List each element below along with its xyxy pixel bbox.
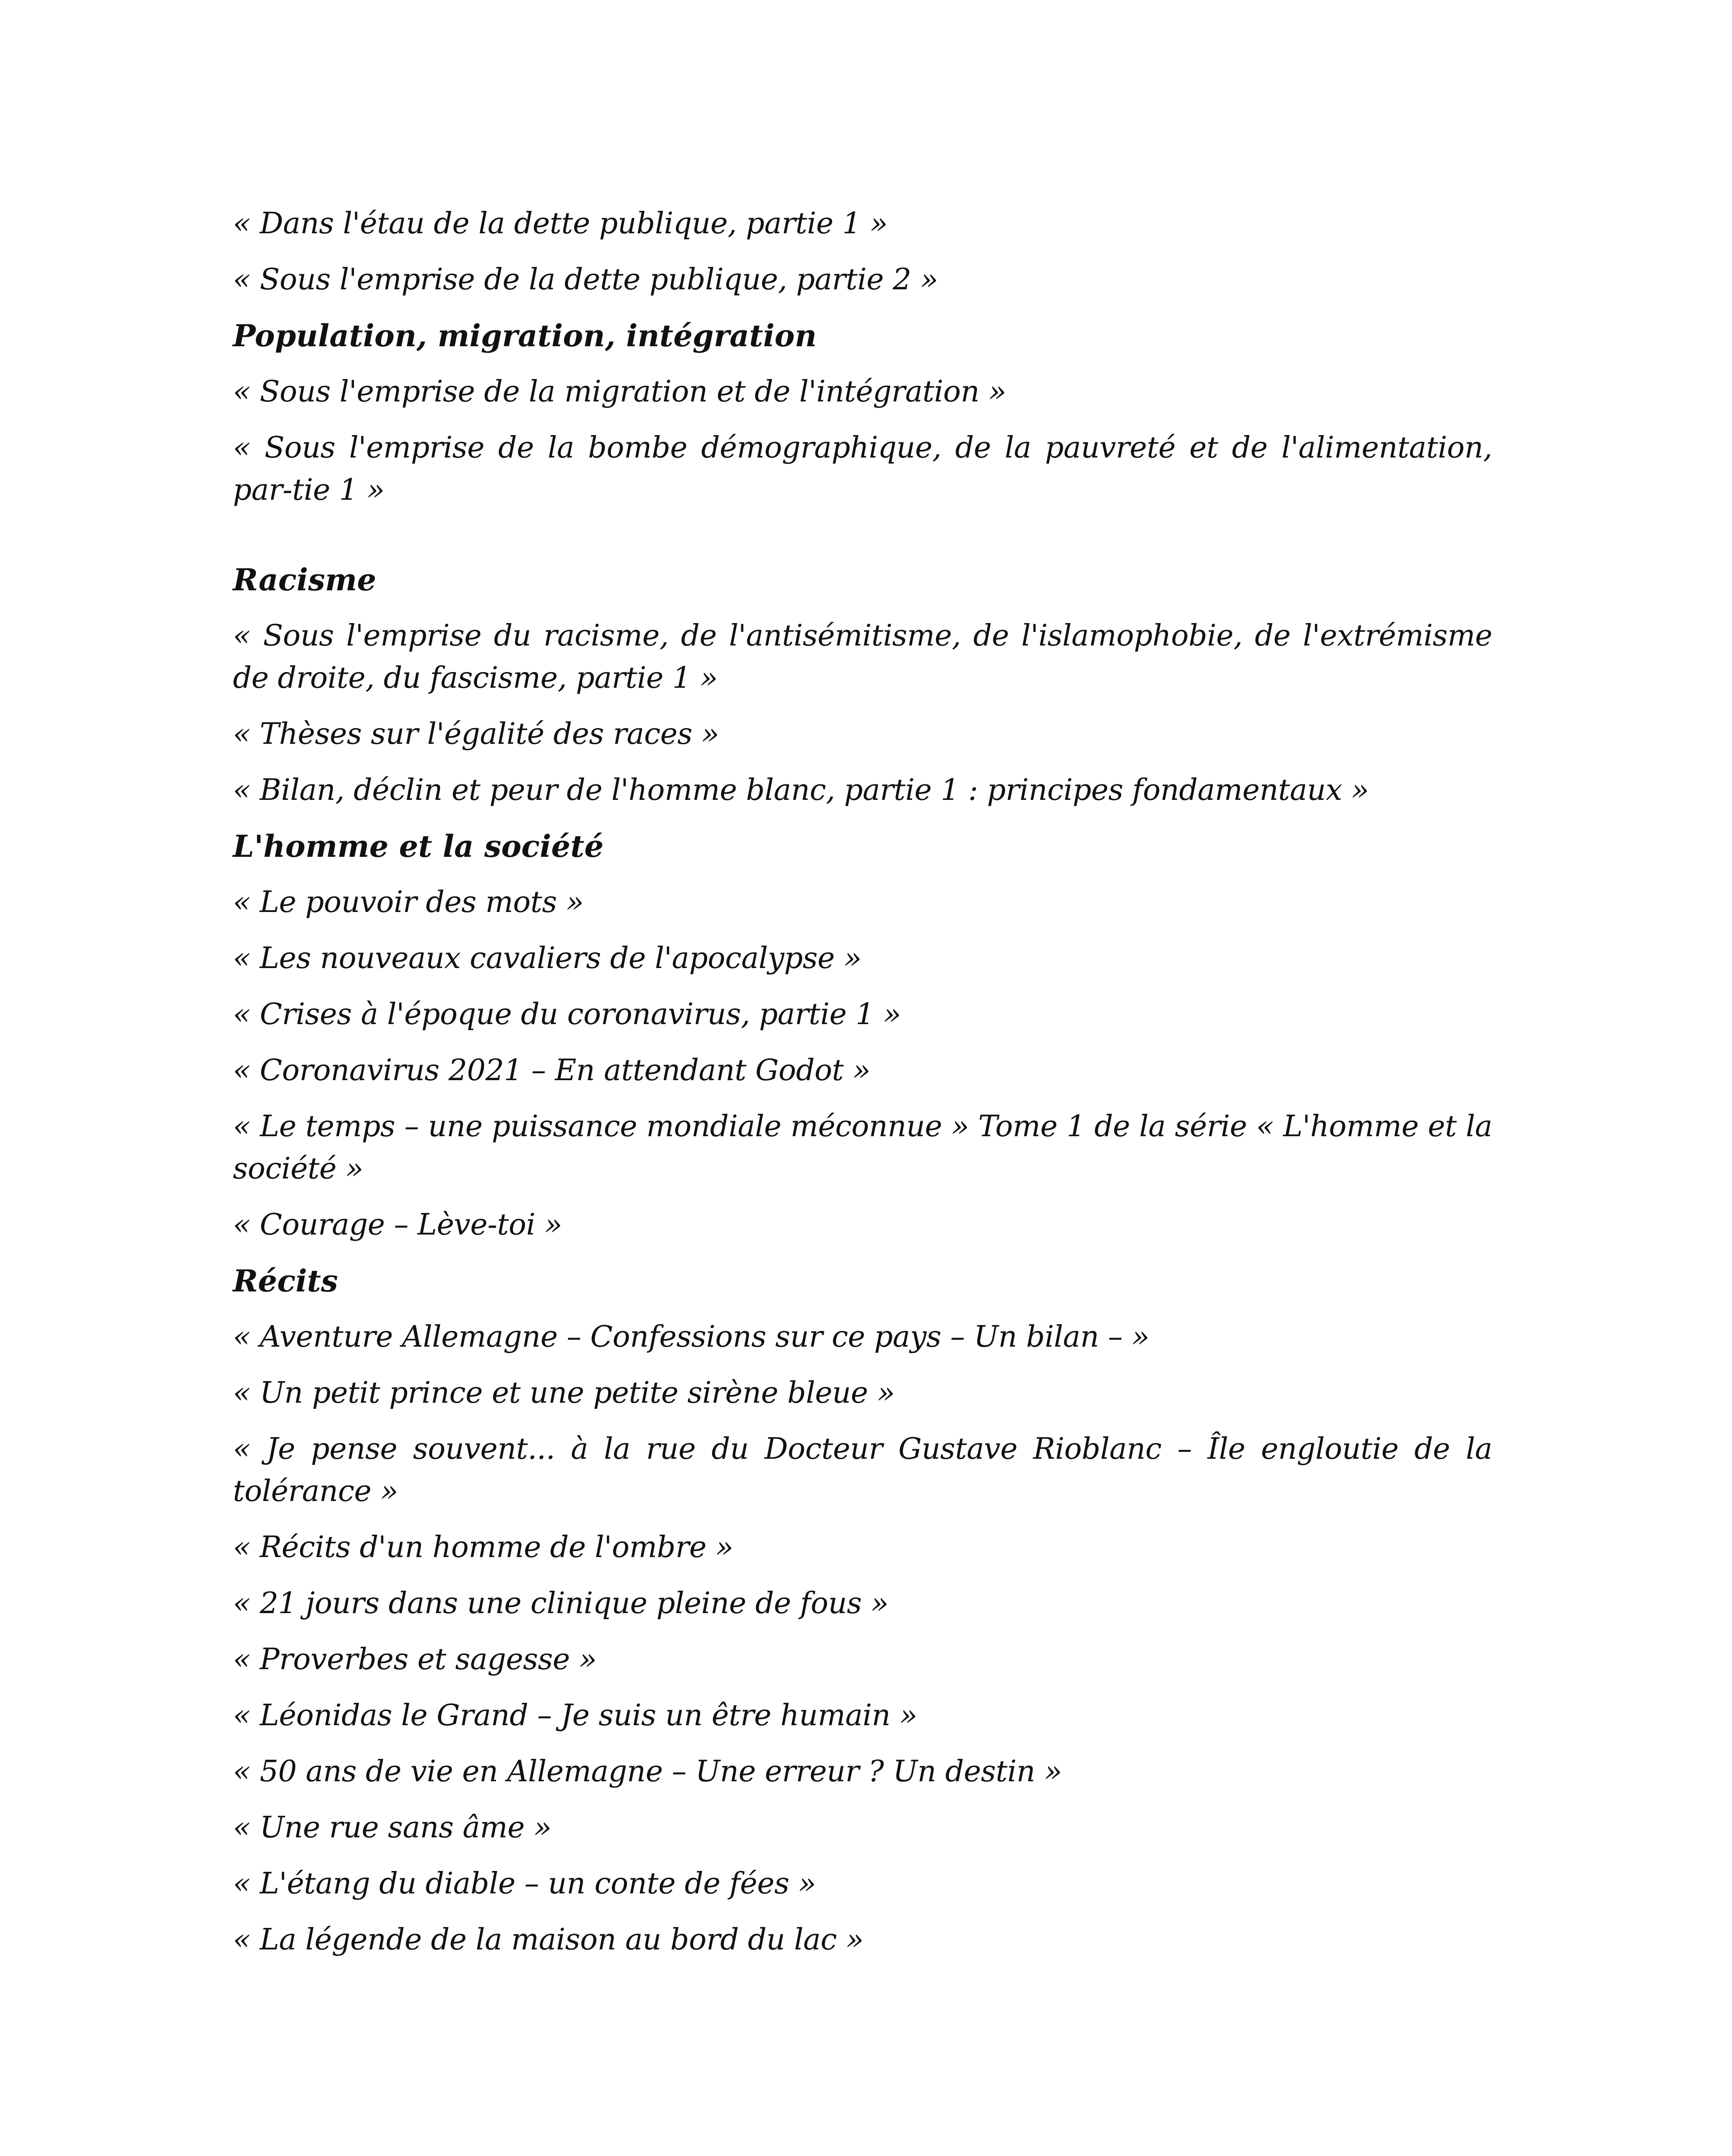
book-title: « Dans l'étau de la dette publique, partie 1 » xyxy=(233,207,888,241)
book-title: « Sous l'emprise de la dette publique, partie 2 » xyxy=(233,263,938,297)
book-title: « Proverbes et sagesse » xyxy=(233,1642,597,1677)
section-heading-recits: Récits xyxy=(233,1263,338,1299)
section-heading-population: Population, migration, intégration xyxy=(233,318,817,354)
book-title: « Le temps – une puissance mondiale méconnue » Tome 1 de la série « L'homme et la société » xyxy=(233,1109,1492,1186)
book-title: « Thèses sur l'égalité des races » xyxy=(233,717,719,751)
book-title: « Crises à l'époque du coronavirus, partie 1 » xyxy=(233,997,901,1031)
section-heading-racisme: Racisme xyxy=(233,562,377,598)
book-title: « Sous l'emprise de la migration et de l'intégration » xyxy=(233,375,1006,409)
book-title: « 50 ans de vie en Allemagne – Une erreur ? Un destin » xyxy=(233,1755,1062,1789)
book-title: « Sous l'emprise du racisme, de l'antisémitisme, de l'islamophobie, de l'extrémisme de droite, du fascisme, partie 1 » xyxy=(233,619,1492,695)
book-title: « L'étang du diable – un conte de fées » xyxy=(233,1867,816,1901)
book-title: « Bilan, déclin et peur de l'homme blanc, partie 1 : principes fondamentaux » xyxy=(233,773,1369,807)
book-title: « 21 jours dans une clinique pleine de fous » xyxy=(233,1586,889,1620)
section-heading-homme-societe: L'homme et la société xyxy=(233,828,604,864)
book-title: « Le pouvoir des mots » xyxy=(233,885,584,919)
book-title: « Je pense souvent... à la rue du Docteur Gustave Rioblanc – Île engloutie de la tolérance » xyxy=(233,1432,1492,1508)
book-title: « La légende de la maison au bord du lac » xyxy=(233,1923,864,1957)
book-title: « Un petit prince et une petite sirène bleue » xyxy=(233,1376,895,1410)
book-title: « Aventure Allemagne – Confessions sur ce pays – Un bilan – » xyxy=(233,1320,1149,1354)
book-title: « Léonidas le Grand – Je suis un être humain » xyxy=(233,1698,917,1733)
book-title: « Une rue sans âme » xyxy=(233,1811,552,1845)
book-title: « Les nouveaux cavaliers de l'apocalypse » xyxy=(233,941,862,975)
book-title: « Courage – Lève-toi » xyxy=(233,1208,562,1242)
book-title: « Récits d'un homme de l'ombre » xyxy=(233,1530,734,1564)
book-list xyxy=(233,203,1492,1975)
book-title: « Sous l'emprise de la bombe démographique, de la pauvreté et de l'alimentation, par-tie 1 » xyxy=(233,431,1492,507)
book-title: « Coronavirus 2021 – En attendant Godot » xyxy=(233,1053,871,1087)
